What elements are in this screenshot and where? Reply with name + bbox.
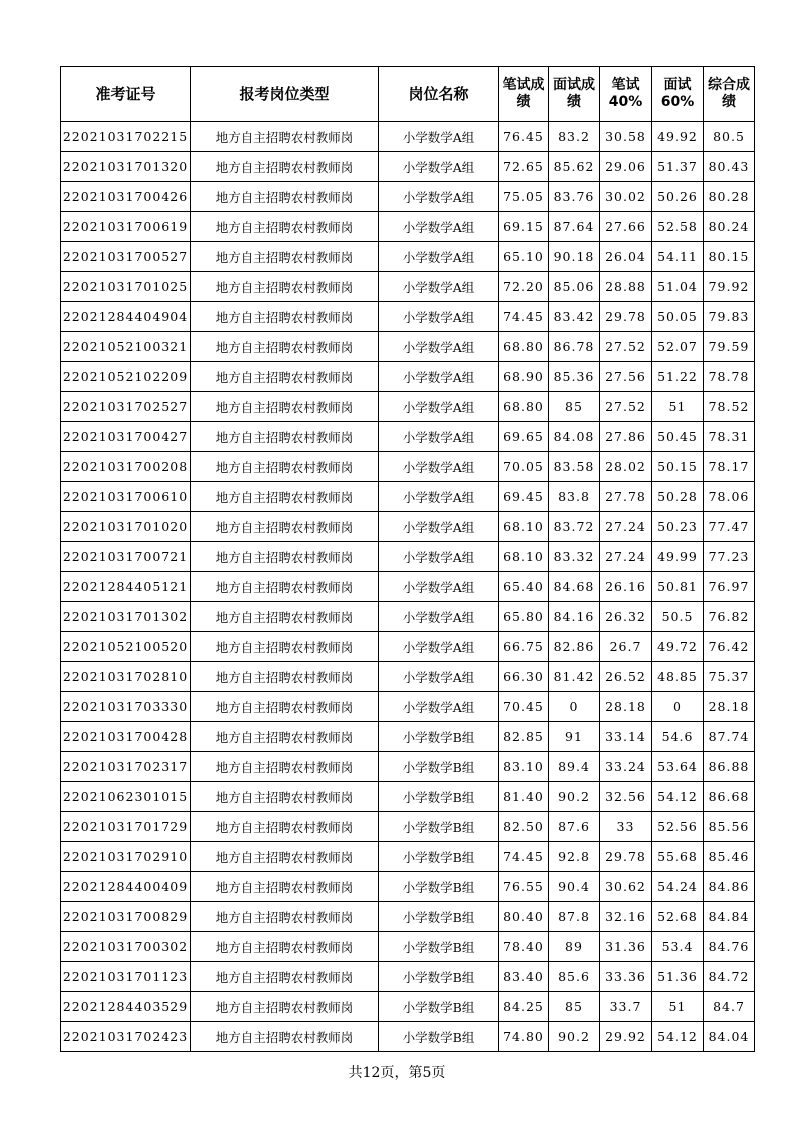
table-row [61, 692, 755, 722]
cell-position-name: 小学数学B组 [379, 1022, 499, 1052]
cell-interview-60: 49.99 [652, 542, 704, 572]
cell-interview-60: 49.72 [652, 632, 704, 662]
cell-total-score: 85.46 [704, 842, 755, 872]
cell-interview-score: 85.62 [549, 152, 600, 182]
cell-written-40: 33.24 [600, 752, 652, 782]
cell-written-40: 28.18 [600, 692, 652, 722]
cell-interview-score: 85.6 [549, 962, 600, 992]
table-row [61, 332, 755, 362]
cell-exam-id: 22021031702527 [61, 392, 191, 422]
cell-written-score: 82.85 [499, 722, 549, 752]
cell-position-type: 地方自主招聘农村教师岗 [191, 392, 379, 422]
cell-interview-60: 52.56 [652, 812, 704, 842]
table-row [61, 1022, 755, 1052]
cell-exam-id: 22021031700428 [61, 722, 191, 752]
cell-position-name: 小学数学B组 [379, 722, 499, 752]
cell-interview-score: 87.8 [549, 902, 600, 932]
cell-position-name: 小学数学B组 [379, 782, 499, 812]
cell-written-score: 80.40 [499, 902, 549, 932]
cell-written-40: 27.86 [600, 422, 652, 452]
cell-exam-id: 22021031700427 [61, 422, 191, 452]
cell-total-score: 78.52 [704, 392, 755, 422]
cell-exam-id: 22021284405121 [61, 572, 191, 602]
cell-written-score: 74.45 [499, 302, 549, 332]
cell-exam-id: 22021031701123 [61, 962, 191, 992]
cell-written-40: 27.78 [600, 482, 652, 512]
cell-interview-score: 83.72 [549, 512, 600, 542]
cell-total-score: 78.31 [704, 422, 755, 452]
cell-interview-60: 54.11 [652, 242, 704, 272]
cell-exam-id: 22021031702810 [61, 662, 191, 692]
table-row [61, 932, 755, 962]
cell-interview-score: 92.8 [549, 842, 600, 872]
cell-total-score: 28.18 [704, 692, 755, 722]
cell-total-score: 84.72 [704, 962, 755, 992]
cell-position-type: 地方自主招聘农村教师岗 [191, 152, 379, 182]
table-row [61, 542, 755, 572]
cell-total-score: 78.06 [704, 482, 755, 512]
cell-total-score: 77.47 [704, 512, 755, 542]
cell-total-score: 76.42 [704, 632, 755, 662]
cell-position-name: 小学数学A组 [379, 332, 499, 362]
cell-position-type: 地方自主招聘农村教师岗 [191, 512, 379, 542]
cell-exam-id: 22021031702910 [61, 842, 191, 872]
header-interview-score: 面试成绩 [549, 67, 600, 122]
cell-exam-id: 22021031701729 [61, 812, 191, 842]
table-row [61, 902, 755, 932]
cell-total-score: 75.37 [704, 662, 755, 692]
cell-interview-score: 82.86 [549, 632, 600, 662]
cell-written-score: 83.40 [499, 962, 549, 992]
cell-position-name: 小学数学B组 [379, 812, 499, 842]
cell-total-score: 80.24 [704, 212, 755, 242]
cell-position-type: 地方自主招聘农村教师岗 [191, 182, 379, 212]
header-interview-60: 面试60% [652, 67, 704, 122]
cell-position-type: 地方自主招聘农村教师岗 [191, 722, 379, 752]
cell-interview-score: 85.06 [549, 272, 600, 302]
cell-written-score: 76.45 [499, 122, 549, 152]
cell-exam-id: 22021031700527 [61, 242, 191, 272]
cell-interview-60: 52.58 [652, 212, 704, 242]
table-row [61, 782, 755, 812]
cell-written-40: 33.36 [600, 962, 652, 992]
cell-interview-60: 51 [652, 992, 704, 1022]
cell-written-40: 29.78 [600, 842, 652, 872]
table-row [61, 122, 755, 152]
cell-position-name: 小学数学A组 [379, 512, 499, 542]
cell-written-score: 78.40 [499, 932, 549, 962]
cell-written-score: 72.65 [499, 152, 549, 182]
cell-total-score: 76.97 [704, 572, 755, 602]
cell-written-40: 27.24 [600, 512, 652, 542]
cell-written-40: 32.56 [600, 782, 652, 812]
cell-interview-60: 0 [652, 692, 704, 722]
score-table [60, 66, 755, 1052]
cell-interview-60: 51.22 [652, 362, 704, 392]
cell-written-40: 26.04 [600, 242, 652, 272]
header-position-type: 报考岗位类型 [191, 67, 379, 122]
cell-interview-score: 90.4 [549, 872, 600, 902]
cell-position-type: 地方自主招聘农村教师岗 [191, 812, 379, 842]
cell-written-40: 32.16 [600, 902, 652, 932]
cell-interview-60: 50.81 [652, 572, 704, 602]
cell-total-score: 80.15 [704, 242, 755, 272]
cell-position-name: 小学数学A组 [379, 422, 499, 452]
cell-written-score: 66.75 [499, 632, 549, 662]
cell-written-40: 29.78 [600, 302, 652, 332]
cell-interview-score: 85 [549, 392, 600, 422]
table-row [61, 452, 755, 482]
cell-exam-id: 22021031700619 [61, 212, 191, 242]
cell-written-40: 30.58 [600, 122, 652, 152]
cell-total-score: 79.83 [704, 302, 755, 332]
cell-written-40: 33.14 [600, 722, 652, 752]
cell-interview-60: 51.37 [652, 152, 704, 182]
cell-written-score: 75.05 [499, 182, 549, 212]
cell-interview-60: 50.28 [652, 482, 704, 512]
header-written-40: 笔试40% [600, 67, 652, 122]
table-row [61, 182, 755, 212]
cell-written-score: 65.10 [499, 242, 549, 272]
cell-interview-score: 86.78 [549, 332, 600, 362]
table-row [61, 662, 755, 692]
cell-written-score: 84.25 [499, 992, 549, 1022]
cell-position-name: 小学数学A组 [379, 302, 499, 332]
cell-written-score: 70.05 [499, 452, 549, 482]
cell-exam-id: 22021031702423 [61, 1022, 191, 1052]
cell-total-score: 78.78 [704, 362, 755, 392]
table-row [61, 842, 755, 872]
cell-written-40: 26.7 [600, 632, 652, 662]
table-row [61, 602, 755, 632]
cell-position-name: 小学数学A组 [379, 182, 499, 212]
header-total-score: 综合成绩 [704, 67, 755, 122]
cell-written-score: 74.80 [499, 1022, 549, 1052]
cell-position-type: 地方自主招聘农村教师岗 [191, 242, 379, 272]
cell-position-type: 地方自主招聘农村教师岗 [191, 782, 379, 812]
cell-written-score: 69.15 [499, 212, 549, 242]
cell-position-name: 小学数学A组 [379, 452, 499, 482]
cell-interview-score: 84.68 [549, 572, 600, 602]
cell-position-name: 小学数学B组 [379, 962, 499, 992]
cell-interview-60: 52.07 [652, 332, 704, 362]
cell-written-score: 70.45 [499, 692, 549, 722]
cell-interview-score: 90.18 [549, 242, 600, 272]
table-row [61, 872, 755, 902]
cell-interview-score: 81.42 [549, 662, 600, 692]
cell-exam-id: 22021031700610 [61, 482, 191, 512]
cell-position-type: 地方自主招聘农村教师岗 [191, 632, 379, 662]
cell-position-type: 地方自主招聘农村教师岗 [191, 662, 379, 692]
cell-interview-score: 0 [549, 692, 600, 722]
table-row [61, 992, 755, 1022]
cell-exam-id: 22021031701020 [61, 512, 191, 542]
cell-written-score: 68.10 [499, 512, 549, 542]
cell-written-score: 83.10 [499, 752, 549, 782]
cell-exam-id: 22021031701302 [61, 602, 191, 632]
cell-written-40: 29.92 [600, 1022, 652, 1052]
cell-position-type: 地方自主招聘农村教师岗 [191, 572, 379, 602]
cell-interview-60: 50.23 [652, 512, 704, 542]
cell-written-40: 33.7 [600, 992, 652, 1022]
cell-position-name: 小学数学B组 [379, 752, 499, 782]
cell-written-40: 27.24 [600, 542, 652, 572]
cell-written-40: 27.66 [600, 212, 652, 242]
cell-total-score: 77.23 [704, 542, 755, 572]
cell-written-score: 74.45 [499, 842, 549, 872]
cell-interview-60: 48.85 [652, 662, 704, 692]
cell-exam-id: 22021284400409 [61, 872, 191, 902]
cell-total-score: 86.88 [704, 752, 755, 782]
cell-interview-60: 53.64 [652, 752, 704, 782]
cell-position-name: 小学数学B组 [379, 842, 499, 872]
cell-written-score: 65.40 [499, 572, 549, 602]
cell-total-score: 79.92 [704, 272, 755, 302]
table-row [61, 272, 755, 302]
cell-written-score: 68.10 [499, 542, 549, 572]
cell-position-type: 地方自主招聘农村教师岗 [191, 602, 379, 632]
cell-position-name: 小学数学A组 [379, 662, 499, 692]
cell-interview-60: 53.4 [652, 932, 704, 962]
cell-position-name: 小学数学A组 [379, 632, 499, 662]
cell-position-name: 小学数学A组 [379, 212, 499, 242]
cell-position-name: 小学数学B组 [379, 902, 499, 932]
cell-position-name: 小学数学A组 [379, 602, 499, 632]
cell-interview-score: 85.36 [549, 362, 600, 392]
cell-interview-score: 83.42 [549, 302, 600, 332]
cell-exam-id: 22021284404904 [61, 302, 191, 332]
cell-exam-id: 22021031700426 [61, 182, 191, 212]
cell-exam-id: 22021031702317 [61, 752, 191, 782]
table-row [61, 302, 755, 332]
cell-total-score: 87.74 [704, 722, 755, 752]
cell-position-type: 地方自主招聘农村教师岗 [191, 1022, 379, 1052]
cell-total-score: 80.28 [704, 182, 755, 212]
cell-interview-60: 54.12 [652, 782, 704, 812]
cell-written-40: 27.52 [600, 332, 652, 362]
cell-written-score: 76.55 [499, 872, 549, 902]
cell-interview-score: 89 [549, 932, 600, 962]
cell-interview-60: 51.36 [652, 962, 704, 992]
cell-written-40: 28.88 [600, 272, 652, 302]
cell-total-score: 84.86 [704, 872, 755, 902]
cell-interview-score: 85 [549, 992, 600, 1022]
cell-written-score: 68.80 [499, 392, 549, 422]
cell-total-score: 80.43 [704, 152, 755, 182]
cell-written-score: 68.80 [499, 332, 549, 362]
cell-exam-id: 22021031701320 [61, 152, 191, 182]
cell-exam-id: 22021031700208 [61, 452, 191, 482]
cell-position-name: 小学数学A组 [379, 572, 499, 602]
cell-interview-60: 50.05 [652, 302, 704, 332]
cell-interview-score: 83.58 [549, 452, 600, 482]
cell-position-name: 小学数学A组 [379, 542, 499, 572]
cell-written-40: 26.32 [600, 602, 652, 632]
cell-interview-score: 83.76 [549, 182, 600, 212]
cell-written-40: 26.52 [600, 662, 652, 692]
cell-exam-id: 22021284403529 [61, 992, 191, 1022]
cell-written-40: 28.02 [600, 452, 652, 482]
table-row [61, 152, 755, 182]
cell-written-score: 66.30 [499, 662, 549, 692]
cell-exam-id: 22021031703330 [61, 692, 191, 722]
cell-interview-60: 50.5 [652, 602, 704, 632]
cell-total-score: 79.59 [704, 332, 755, 362]
cell-interview-score: 87.6 [549, 812, 600, 842]
cell-written-40: 30.02 [600, 182, 652, 212]
cell-position-name: 小学数学B组 [379, 932, 499, 962]
cell-exam-id: 22021052102209 [61, 362, 191, 392]
header-written-score: 笔试成绩 [499, 67, 549, 122]
cell-interview-60: 51 [652, 392, 704, 422]
table-row [61, 242, 755, 272]
cell-position-type: 地方自主招聘农村教师岗 [191, 422, 379, 452]
cell-interview-60: 50.15 [652, 452, 704, 482]
table-row [61, 422, 755, 452]
cell-position-type: 地方自主招聘农村教师岗 [191, 212, 379, 242]
cell-position-type: 地方自主招聘农村教师岗 [191, 272, 379, 302]
table-row [61, 392, 755, 422]
cell-position-type: 地方自主招聘农村教师岗 [191, 542, 379, 572]
header-position-name: 岗位名称 [379, 67, 499, 122]
cell-interview-60: 51.04 [652, 272, 704, 302]
cell-position-name: 小学数学B组 [379, 872, 499, 902]
cell-written-40: 29.06 [600, 152, 652, 182]
cell-position-type: 地方自主招聘农村教师岗 [191, 482, 379, 512]
cell-interview-60: 52.68 [652, 902, 704, 932]
cell-written-score: 65.80 [499, 602, 549, 632]
cell-total-score: 84.7 [704, 992, 755, 1022]
cell-written-score: 81.40 [499, 782, 549, 812]
cell-position-name: 小学数学A组 [379, 482, 499, 512]
cell-written-40: 31.36 [600, 932, 652, 962]
cell-position-type: 地方自主招聘农村教师岗 [191, 302, 379, 332]
cell-written-40: 26.16 [600, 572, 652, 602]
cell-exam-id: 22021031700829 [61, 902, 191, 932]
table-row [61, 362, 755, 392]
cell-total-score: 85.56 [704, 812, 755, 842]
cell-interview-60: 55.68 [652, 842, 704, 872]
cell-position-name: 小学数学A组 [379, 242, 499, 272]
cell-exam-id: 22021052100520 [61, 632, 191, 662]
cell-position-type: 地方自主招聘农村教师岗 [191, 362, 379, 392]
cell-interview-score: 83.8 [549, 482, 600, 512]
cell-position-type: 地方自主招聘农村教师岗 [191, 962, 379, 992]
cell-written-40: 33 [600, 812, 652, 842]
cell-interview-score: 87.64 [549, 212, 600, 242]
cell-interview-60: 49.92 [652, 122, 704, 152]
cell-total-score: 84.04 [704, 1022, 755, 1052]
header-row [61, 67, 755, 122]
cell-position-name: 小学数学A组 [379, 392, 499, 422]
cell-interview-60: 54.24 [652, 872, 704, 902]
cell-written-score: 72.20 [499, 272, 549, 302]
cell-position-type: 地方自主招聘农村教师岗 [191, 932, 379, 962]
cell-interview-score: 83.32 [549, 542, 600, 572]
table-row [61, 512, 755, 542]
cell-interview-score: 83.2 [549, 122, 600, 152]
cell-written-40: 30.62 [600, 872, 652, 902]
cell-position-name: 小学数学A组 [379, 122, 499, 152]
cell-total-score: 78.17 [704, 452, 755, 482]
cell-exam-id: 22021062301015 [61, 782, 191, 812]
cell-position-type: 地方自主招聘农村教师岗 [191, 842, 379, 872]
cell-interview-score: 84.08 [549, 422, 600, 452]
table-row [61, 722, 755, 752]
cell-interview-score: 90.2 [549, 782, 600, 812]
table-row [61, 812, 755, 842]
cell-interview-60: 50.45 [652, 422, 704, 452]
cell-position-name: 小学数学A组 [379, 272, 499, 302]
table-row [61, 962, 755, 992]
cell-interview-score: 89.4 [549, 752, 600, 782]
cell-interview-60: 54.12 [652, 1022, 704, 1052]
cell-exam-id: 22021031700721 [61, 542, 191, 572]
cell-interview-60: 50.26 [652, 182, 704, 212]
cell-total-score: 84.76 [704, 932, 755, 962]
cell-interview-score: 90.2 [549, 1022, 600, 1052]
cell-written-score: 69.65 [499, 422, 549, 452]
cell-position-type: 地方自主招聘农村教师岗 [191, 872, 379, 902]
cell-position-type: 地方自主招聘农村教师岗 [191, 332, 379, 362]
table-row [61, 752, 755, 782]
cell-total-score: 80.5 [704, 122, 755, 152]
header-exam-id: 准考证号 [61, 67, 191, 122]
cell-written-40: 27.52 [600, 392, 652, 422]
cell-position-type: 地方自主招聘农村教师岗 [191, 902, 379, 932]
cell-position-name: 小学数学A组 [379, 152, 499, 182]
table-row [61, 632, 755, 662]
cell-position-name: 小学数学A组 [379, 692, 499, 722]
cell-total-score: 84.84 [704, 902, 755, 932]
cell-position-type: 地方自主招聘农村教师岗 [191, 122, 379, 152]
cell-written-score: 69.45 [499, 482, 549, 512]
cell-written-score: 68.90 [499, 362, 549, 392]
cell-total-score: 86.68 [704, 782, 755, 812]
table-body [61, 122, 755, 1052]
cell-written-40: 27.56 [600, 362, 652, 392]
cell-position-type: 地方自主招聘农村教师岗 [191, 452, 379, 482]
cell-written-score: 82.50 [499, 812, 549, 842]
cell-interview-60: 54.6 [652, 722, 704, 752]
cell-interview-score: 84.16 [549, 602, 600, 632]
table-row [61, 572, 755, 602]
cell-interview-score: 91 [549, 722, 600, 752]
page-footer: 共12页，第5页 [348, 1065, 446, 1081]
table-row [61, 482, 755, 512]
cell-exam-id: 22021031700302 [61, 932, 191, 962]
cell-position-name: 小学数学B组 [379, 992, 499, 1022]
table-header [61, 67, 755, 122]
cell-exam-id: 22021031702215 [61, 122, 191, 152]
cell-position-type: 地方自主招聘农村教师岗 [191, 692, 379, 722]
cell-position-name: 小学数学A组 [379, 362, 499, 392]
table-row [61, 212, 755, 242]
cell-exam-id: 22021031701025 [61, 272, 191, 302]
cell-total-score: 76.82 [704, 602, 755, 632]
cell-position-type: 地方自主招聘农村教师岗 [191, 992, 379, 1022]
cell-exam-id: 22021052100321 [61, 332, 191, 362]
cell-position-type: 地方自主招聘农村教师岗 [191, 752, 379, 782]
